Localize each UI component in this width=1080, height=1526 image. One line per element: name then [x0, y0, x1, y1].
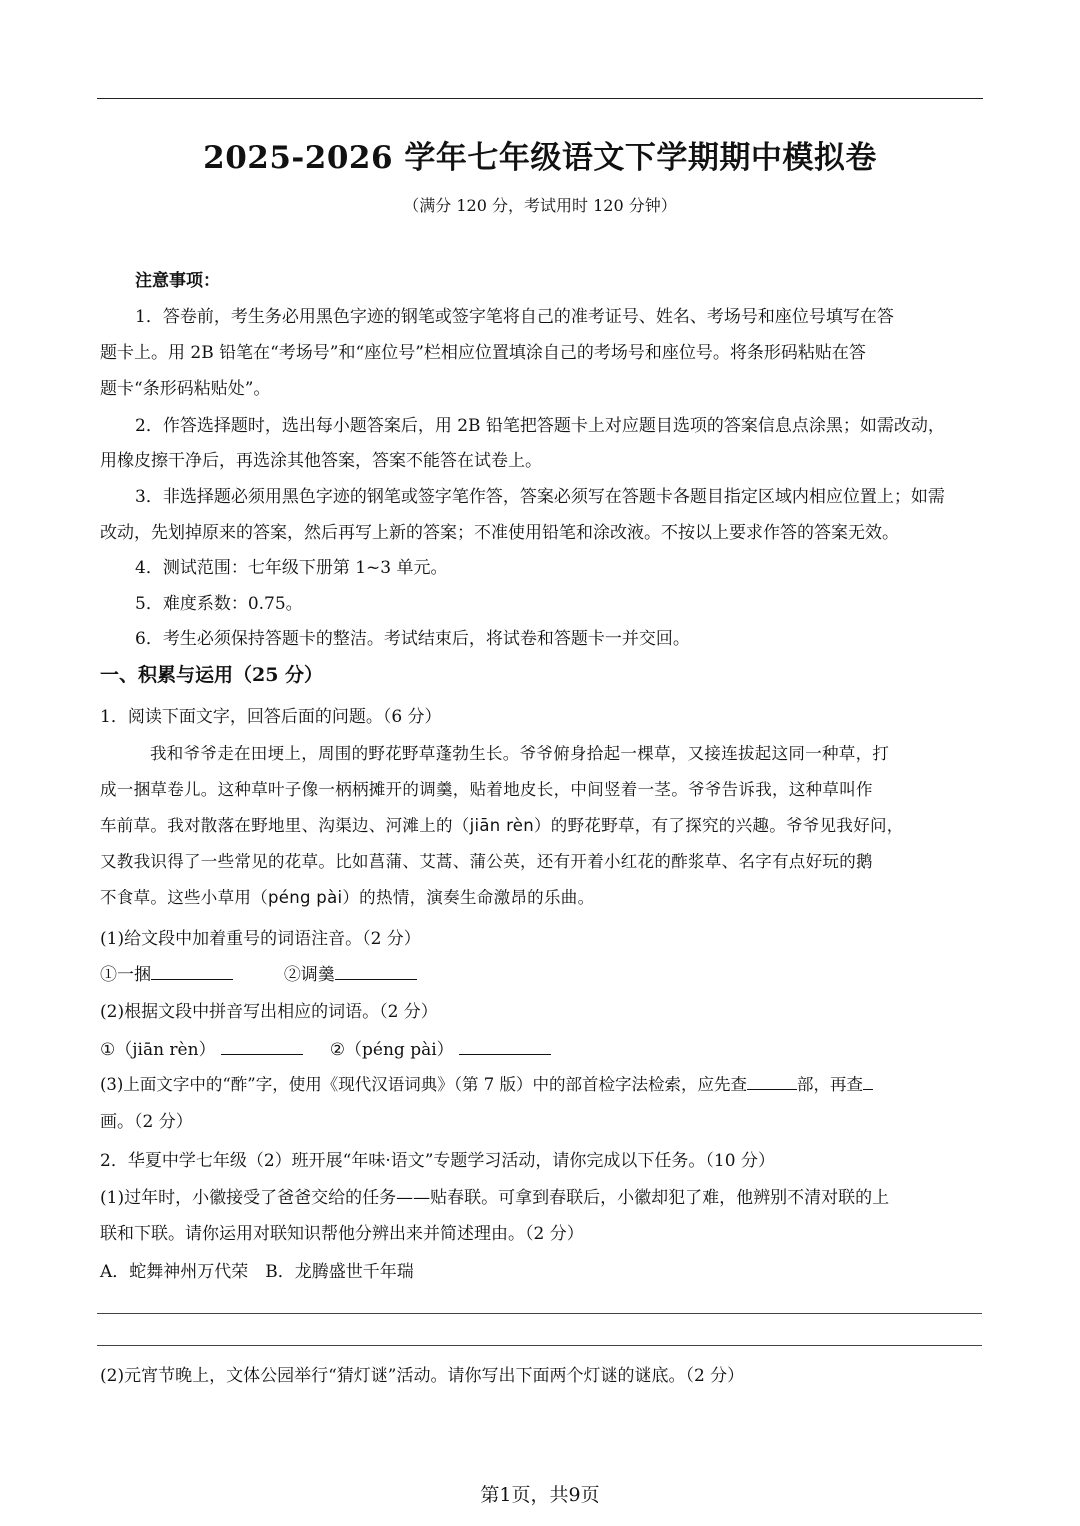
subquestion-3-text: 部，再查 [796, 1075, 863, 1094]
answer-blank[interactable] [747, 1073, 797, 1091]
q2-subquestion-1: (1)过年时，小徽接受了爸爸交给的任务——贴春联。可拿到春联后，小徽却犯了难，他辨别不清对联的上 [100, 1188, 890, 1208]
passage-line: 又教我识得了一些常见的花草。比如菖蒲、艾蒿、蒲公英，还有开着小红花的酢浆草、名字有点好玩的鹅 [100, 852, 873, 871]
page-footer: 第1页，共9页 [480, 1484, 600, 1506]
passage-line: 车前草。我对散落在野地里、沟渠边、河滩上的（jiān rèn）的野花野草，有了探究的兴趣。爷爷见我好问， [100, 816, 904, 835]
subquestion-3-text: (3)上面文字中的“酢”字，使用《现代汉语词典》（第 7 版）中的部首检字法检索，应先查 [100, 1075, 747, 1094]
subquestion-2-answers [100, 1035, 990, 1060]
answer-line[interactable] [97, 1345, 982, 1346]
question-1-stem: 1．阅读下面文字，回答后面的问题。（6 分） [100, 707, 442, 727]
notice-line: 5．难度系数：0.75。 [135, 594, 303, 614]
answer-label: ②调羹 [283, 965, 335, 985]
q2-subquestion-1-cont: 联和下联。请你运用对联知识帮他分辨出来并简述理由。（2 分） [100, 1224, 584, 1244]
notice-heading: 注意事项： [135, 271, 220, 291]
subquestion-1-answers [100, 960, 990, 985]
subquestion-3 [100, 1071, 990, 1095]
notice-line: 6．考生必须保持答题卡的整洁。考试结束后，将试卷和答题卡一并交回。 [135, 629, 690, 649]
answer-label: ①一捆 [100, 965, 151, 985]
top-rule [97, 98, 983, 99]
answer-blank[interactable] [151, 962, 233, 980]
answer-blank[interactable] [459, 1037, 551, 1055]
answer-label: ①（jiān rèn） [100, 1040, 216, 1060]
passage-line: 不食草。这些小草用（péng pài）的热情，演奏生命激昂的乐曲。 [100, 888, 595, 907]
subquestion-1: (1)给文段中加着重号的词语注音。（2 分） [100, 929, 421, 949]
page-subtitle: （满分 120 分，考试用时 120 分钟） [403, 196, 677, 215]
subquestion-3-cont: 画。（2 分） [100, 1112, 193, 1132]
q2-subquestion-2: (2)元宵节晚上，文体公园举行“猜灯谜”活动。请你写出下面两个灯谜的谜底。（2 分） [100, 1366, 745, 1386]
answer-label: ②（péng pài） [329, 1040, 454, 1060]
passage-line: 我和爷爷走在田埂上，周围的野花野草蓬勃生长。爷爷俯身拾起一棵草，又接连拔起这同一种草，打 [150, 744, 890, 763]
notice-line: 题卡“条形码粘贴处”。 [100, 379, 271, 399]
subquestion-2: (2)根据文段中拼音写出相应的词语。（2 分） [100, 1002, 438, 1022]
question-2-stem: 2．华夏中学七年级（2）班开展“年味·语文”专题学习活动，请你完成以下任务。（10 分） [100, 1151, 775, 1171]
answer-blank[interactable] [335, 962, 417, 980]
notice-line: 用橡皮擦干净后，再选涂其他答案，答案不能答在试卷上。 [100, 451, 542, 471]
answer-blank[interactable] [863, 1073, 873, 1091]
answer-line[interactable] [97, 1313, 982, 1314]
q2-options: A．蛇舞神州万代荣 B．龙腾盛世千年瑞 [100, 1262, 414, 1282]
answer-blank[interactable] [221, 1037, 303, 1055]
notice-line: 1．答卷前，考生务必用黑色字迹的钢笔或签字笔将自己的准考证号、姓名、考场号和座位号填写在答 [135, 307, 894, 327]
notice-line: 2．作答选择题时，选出每小题答案后，用 2B 铅笔把答题卡上对应题目选项的答案信息点涂黑；如需改动， [135, 416, 945, 436]
section-heading: 一、积累与运用（25 分） [100, 664, 324, 686]
notice-line: 4．测试范围：七年级下册第 1~3 单元。 [135, 558, 448, 578]
notice-line: 改动，先划掉原来的答案，然后再写上新的答案；不准使用铅笔和涂改液。不按以上要求作答的答案无效。 [100, 523, 899, 543]
passage-line: 成一捆草卷儿。这种草叶子像一柄柄摊开的调羹，贴着地皮长，中间竖着一茎。爷爷告诉我，这种草叫作 [100, 780, 873, 799]
page-title: 2025-2026 学年七年级语文下学期期中模拟卷 [203, 140, 877, 176]
notice-line: 3．非选择题必须用黑色字迹的钢笔或签字笔作答，答案必须写在答题卡各题目指定区域内相应位置上；如需 [135, 487, 945, 507]
notice-line: 题卡上。用 2B 铅笔在“考场号”和“座位号”栏相应位置填涂自己的考场号和座位号。将条形码粘贴在答 [100, 343, 866, 363]
